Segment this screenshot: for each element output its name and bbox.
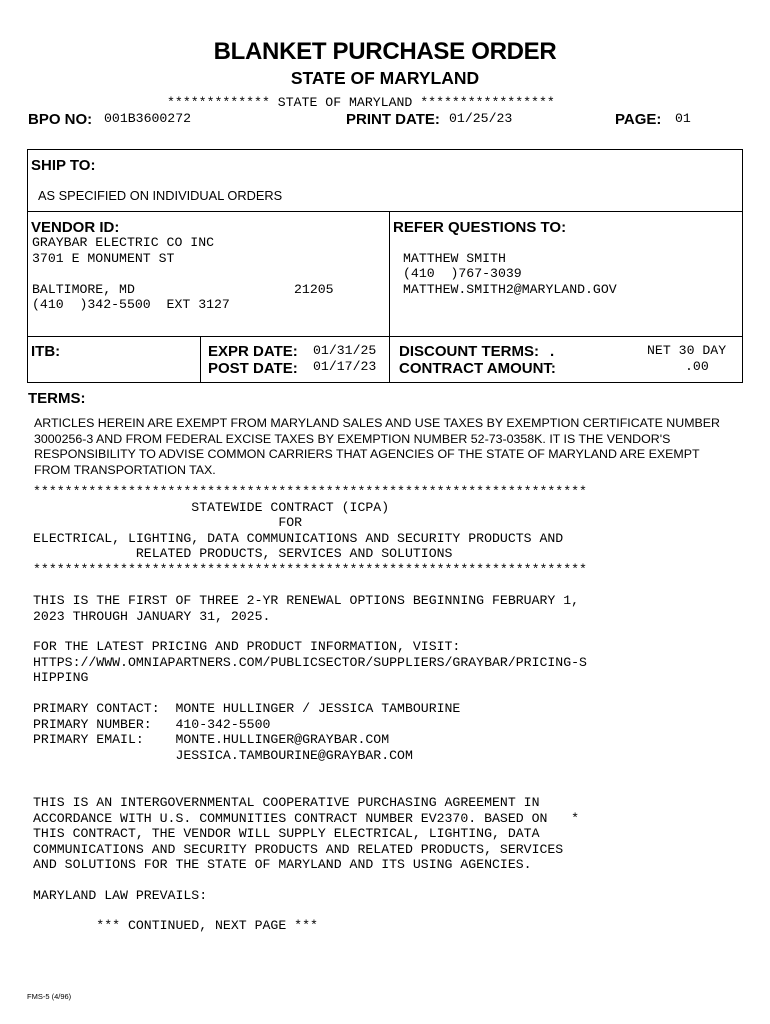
expr-date-label: EXPR DATE: xyxy=(208,343,298,360)
expr-date-value: 01/31/25 xyxy=(313,343,377,358)
law-prevails-text: MARYLAND LAW PREVAILS: xyxy=(33,888,208,903)
print-date-value: 01/25/23 xyxy=(449,111,513,126)
vendor-phone: (410 )342-5500 EXT 3127 xyxy=(32,297,230,312)
form-box xyxy=(27,149,743,383)
primary-contacts-block: PRIMARY CONTACT: MONTE HULLINGER / JESSICA TAMBOURINE PRIMARY NUMBER: 410-342-5500 PRIMARY EMAIL: MONTE.HULLINGER@GRAYBAR.COM JESSICA.TAMBOURINE@GRAYBAR.COM xyxy=(33,701,461,763)
refer-email: MATTHEW.SMITH2@MARYLAND.GOV xyxy=(403,282,617,297)
itb-divider xyxy=(200,336,201,383)
refer-name: MATTHEW SMITH xyxy=(403,251,506,266)
terms-label: TERMS: xyxy=(28,390,86,407)
ship-to-label: SHIP TO: xyxy=(31,157,96,174)
renewal-paragraph: THIS IS THE FIRST OF THREE 2-YR RENEWAL OPTIONS BEGINNING FEBRUARY 1, 2023 THROUGH JANUARY 31, 2025. xyxy=(33,593,580,624)
contract-title-line3: ELECTRICAL, LIGHTING, DATA COMMUNICATIONS AND SECURITY PRODUCTS AND xyxy=(33,531,564,546)
form-id-footer: FMS-5 (4/96) xyxy=(27,992,72,1001)
document-title: BLANKET PURCHASE ORDER xyxy=(213,38,557,65)
contract-amount-label: CONTRACT AMOUNT: xyxy=(399,360,556,377)
vendor-name: GRAYBAR ELECTRIC CO INC xyxy=(32,235,215,250)
discount-terms-label: DISCOUNT TERMS: xyxy=(399,343,539,360)
page-number-value: 01 xyxy=(675,111,691,126)
page-label: PAGE: xyxy=(615,111,662,128)
stars-divider-bottom: ********************************************************************** xyxy=(33,562,587,577)
itb-label: ITB: xyxy=(31,343,61,360)
vendor-city-state: BALTIMORE, MD xyxy=(32,282,135,297)
refer-phone: (410 )767-3039 xyxy=(403,266,522,281)
vendor-zip: 21205 xyxy=(294,282,334,297)
vendor-refer-divider xyxy=(389,211,390,383)
ship-to-divider xyxy=(27,211,743,212)
discount-terms-dot: . xyxy=(550,343,555,360)
print-date-label: PRINT DATE: xyxy=(346,111,440,128)
refer-questions-label: REFER QUESTIONS TO: xyxy=(393,219,567,236)
ship-to-value: AS SPECIFIED ON INDIVIDUAL ORDERS xyxy=(38,188,283,203)
vendor-divider xyxy=(27,336,743,337)
vendor-id-label: VENDOR ID: xyxy=(31,219,120,236)
document-subtitle: STATE OF MARYLAND xyxy=(290,68,480,88)
contract-title-line1: STATEWIDE CONTRACT (ICPA) xyxy=(33,500,390,515)
post-date-value: 01/17/23 xyxy=(313,359,377,374)
stars-divider-top: ********************************************************************** xyxy=(33,484,587,499)
contract-title-line4: RELATED PRODUCTS, SERVICES AND SOLUTIONS xyxy=(33,546,453,561)
agreement-paragraph: THIS IS AN INTERGOVERNMENTAL COOPERATIVE PURCHASING AGREEMENT IN ACCORDANCE WITH U.S. COMMUNITIES CONTRACT NUMBER EV2370. BASED ON * THIS CONTRACT, THE VENDOR WILL SUPPLY ELECTRICAL, LIGHTING, DATA COMMUNICATIONS AND SECURITY PRODUCTS AND RELATED PRODUCTS, SERVICES AND SOLUTIONS FOR THE STATE OF MARYLAND AND ITS USING AGENCIES. xyxy=(33,795,580,872)
pricing-info-paragraph: FOR THE LATEST PRICING AND PRODUCT INFORMATION, VISIT: HTTPS://WWW.OMNIAPARTNERS.COM/PUBLICSECTOR/SUPPLIERS/GRAYBAR/PRICING-S HIPPING xyxy=(33,639,587,685)
vendor-street: 3701 E MONUMENT ST xyxy=(32,251,175,266)
discount-terms-value: NET 30 DAY xyxy=(647,343,727,358)
contract-title-line2: FOR xyxy=(33,515,303,530)
state-banner: ************* STATE OF MARYLAND ***************** xyxy=(167,95,555,110)
continued-next-page-text: *** CONTINUED, NEXT PAGE *** xyxy=(33,918,318,933)
contract-amount-value: .00 xyxy=(685,359,709,374)
bpo-number-label: BPO NO: xyxy=(28,111,93,128)
bpo-number-value: 001B3600272 xyxy=(104,111,192,126)
post-date-label: POST DATE: xyxy=(208,360,298,377)
terms-text: ARTICLES HEREIN ARE EXEMPT FROM MARYLAND SALES AND USE TAXES BY EXEMPTION CERTIFICATE NUMBER 3000256-3 AND FROM FEDERAL EXCISE TAXES BY EXEMPTION NUMBER 52-73-0358K. IT IS THE VENDOR'S RESPONSIBILITY TO ADVISE COMMON CARRIERS THAT AGENCIES OF THE STATE OF MARYLAND ARE EXEMPT FROM TRANSPORTATION TAX. xyxy=(34,416,721,477)
